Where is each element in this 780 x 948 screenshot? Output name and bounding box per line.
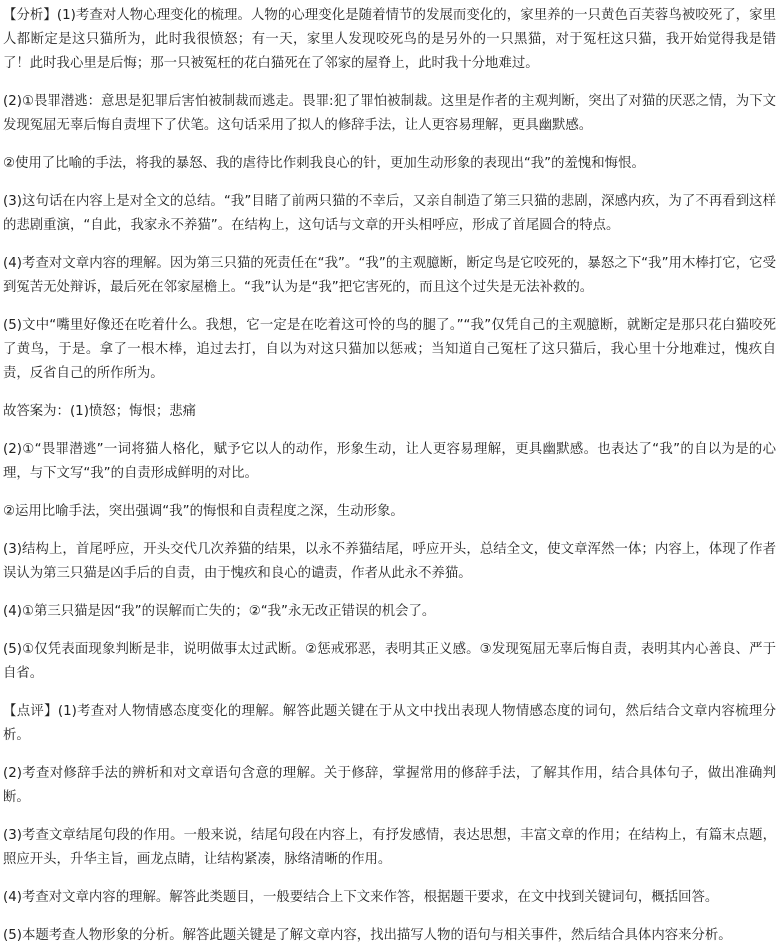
analysis-paragraph-5: (4)考查对文章内容的理解。因为第三只猫的死责任在“我”。“我”的主观臆断，断定鸟是它咬死的，暴怒之下“我”用木棒打它，它受到冤苦无处辩诉，最后死在邻家屋檐上。“我”认为是“我”把它害死的，而且这个过失是无法补救的。 bbox=[3, 256, 776, 295]
comment-paragraph-5: (5)本题考查人物形象的分析。解答此题关键是了解文章内容，找出描写人物的语句与相关事件，然后结合具体内容来分析。 bbox=[3, 928, 732, 943]
answer-paragraph-5: (4)①第三只猫是因“我”的误解而亡失的；②“我”永无改正错误的机会了。 bbox=[3, 604, 436, 619]
analysis-paragraph-6: (5)文中“嘴里好像还在吃着什么。我想，它一定是在吃着这可怜的鸟的腿了。”“我”仅凭自己的主观臆断，就断定是那只花白猫咬死了黄鸟，于是。拿了一根木棒，追过去打，自以为对这只猫加以惩戒；当知道自己冤枉了这只猫后，我心里十分地难过，愧疚自责，反省自己的所作所为。 bbox=[3, 318, 776, 381]
comment-paragraph-1: 【点评】(1)考查对人物情感态度变化的理解。解答此题关键在于从文中找出表现人物情感态度的词句，然后结合文章内容梳理分析。 bbox=[3, 704, 776, 743]
comment-paragraph-4: (4)考查对文章内容的理解。解答此类题目，一般要结合上下文来作答，根据题干要求，在文中找到关键词句，概括回答。 bbox=[3, 890, 719, 905]
answer-paragraph-4: (3)结构上，首尾呼应，开头交代几次养猫的结果，以永不养猫结尾，呼应开头，总结全文，使文章浑然一体；内容上，体现了作者误认为第三只猫是凶手后的自责，由于愧疚和良心的谴责，作者从此永不养猫。 bbox=[3, 542, 776, 581]
answer-paragraph-2: (2)①“畏罪潜逃”一词将猫人格化，赋予它以人的动作，形象生动，让人更容易理解，更具幽默感。也表达了“我”的自以为是的心理，与下文写“我”的自责形成鲜明的对比。 bbox=[3, 442, 776, 481]
comment-paragraph-3: (3)考查文章结尾句段的作用。一般来说，结尾句段在内容上，有抒发感情，表达思想，丰富文章的作用；在结构上，有篇末点题，照应开头，升华主旨，画龙点睛，让结构紧凑，脉络清晰的作用。 bbox=[3, 828, 776, 867]
analysis-paragraph-4: (3)这句话在内容上是对全文的总结。“我”目睹了前两只猫的不幸后，又亲自制造了第三只猫的悲剧，深感内疚，为了不再看到这样的悲剧重演，“自此，我家永不养猫”。在结构上，这句话与文章的开头相呼应，形成了首尾圆合的特点。 bbox=[3, 194, 776, 233]
analysis-paragraph-1: 【分析】(1)考查对人物心理变化的梳理。人物的心理变化是随着情节的发展而变化的，家里养的一只黄色百芙蓉鸟被咬死了，家里人都断定是这只猫所为，此时我很愤怒；有一天，家里人发现咬死鸟的是另外的一只黑猫，对于冤枉这只猫，我开始觉得我是错了！此时我心里是后悔；那一只被冤枉的花白猫死在了邻家的屋脊上，此时我十分地难过。 bbox=[3, 8, 776, 71]
answer-paragraph-1: 故答案为：(1)愤怒；悔恨；悲痛 bbox=[3, 404, 197, 419]
answer-paragraph-3: ②运用比喻手法，突出强调“我”的悔恨和自责程度之深，生动形象。 bbox=[3, 504, 404, 519]
comment-paragraph-2: (2)考查对修辞手法的辨析和对文章语句含意的理解。关于修辞，掌握常用的修辞手法，了解其作用，结合具体句子，做出准确判断。 bbox=[3, 766, 776, 805]
analysis-paragraph-2: (2)①畏罪潜逃：意思是犯罪后害怕被制裁而逃走。畏罪:犯了罪怕被制裁。这里是作者的主观判断，突出了对猫的厌恶之情，为下文发现冤屈无辜后悔自责埋下了伏笔。这句话采用了拟人的修辞手法，让人更容易理解，更具幽默感。 bbox=[3, 94, 776, 133]
answer-paragraph-6: (5)①仅凭表面现象判断是非，说明做事太过武断。②惩戒邪恶，表明其正义感。③发现冤屈无辜后悔自责，表明其内心善良、严于自省。 bbox=[3, 642, 776, 681]
analysis-paragraph-3: ②使用了比喻的手法，将我的暴怒、我的虐待比作刺我良心的针，更加生动形象的表现出“我”的羞愧和悔恨。 bbox=[3, 156, 645, 171]
